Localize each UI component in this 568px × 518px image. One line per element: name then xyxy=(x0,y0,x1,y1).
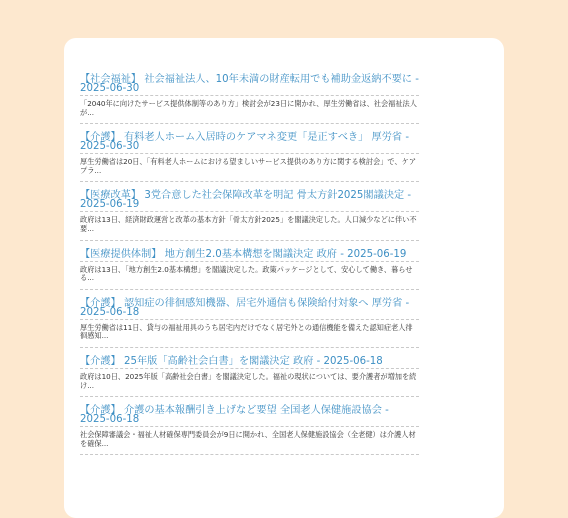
news-item-excerpt: 厚生労働省は20日、「有料老人ホームにおける望ましいサービス提供のあり方に関する検討会」で、ケアプラ... xyxy=(80,158,419,182)
news-item-title-link[interactable]: 【介護】 25年版「高齢社会白書」を閣議決定 政府 - 2025-06-18 xyxy=(80,357,419,369)
news-item-excerpt: 社会保障審議会・福祉人材確保専門委員会が9日に開かれ、全国老人保健施設協会（全老健）は介護人材を確保... xyxy=(80,431,419,455)
news-item xyxy=(80,133,419,182)
news-item-excerpt: 厚生労働省は11日、貸与の福祉用具のうち居宅内だけでなく居宅外との通信機能を備えた認知症老人徘徊感知... xyxy=(80,324,419,348)
news-item xyxy=(80,299,419,348)
news-item xyxy=(80,75,419,124)
news-item xyxy=(80,250,419,290)
news-item-title-link[interactable]: 【介護】 介護の基本報酬引き上げなど要望 全国老人保健施設協会 - 2025-06-18 xyxy=(80,406,419,427)
news-item-excerpt: 政府は10日、2025年版「高齢社会白書」を閣議決定した。福祉の現状については、要介護者が増加を続け... xyxy=(80,373,419,397)
news-item-excerpt: 政府は13日、経済財政運営と改革の基本方針「骨太方針2025」を閣議決定した。人口減少などに伴い不要... xyxy=(80,216,419,240)
news-item xyxy=(80,406,419,455)
news-item-title-link[interactable]: 【介護】 認知症の徘徊感知機器、居宅外通信も保険給付対象へ 厚労省 - 2025-06-18 xyxy=(80,299,419,320)
news-item-title-link[interactable]: 【介護】 有料老人ホーム入居時のケアマネ変更「是正すべき」 厚労省 - 2025-06-30 xyxy=(80,133,419,154)
news-item xyxy=(80,357,419,397)
news-item-excerpt: 政府は13日、「地方創生2.0基本構想」を閣議決定した。政策パッケージとして、安心して働き、暮らせる... xyxy=(80,266,419,290)
news-item-title-link[interactable]: 【医療提供体制】 地方創生2.0基本構想を閣議決定 政府 - 2025-06-19 xyxy=(80,250,419,262)
news-item-excerpt: 「2040年に向けたサービス提供体制等のあり方」検討会が23日に開かれ、厚生労働省は、社会福祉法人が... xyxy=(80,100,419,124)
news-list xyxy=(80,66,419,455)
news-item-title-link[interactable]: 【社会福祉】 社会福祉法人、10年未満の財産転用でも補助金返納不要に - 2025-06-30 xyxy=(80,74,419,94)
news-item xyxy=(80,191,419,240)
news-item-title-link[interactable]: 【医療改革】 3党合意した社会保障改革を明記 骨太方針2025閣議決定 - 2025-06-19 xyxy=(80,191,419,212)
